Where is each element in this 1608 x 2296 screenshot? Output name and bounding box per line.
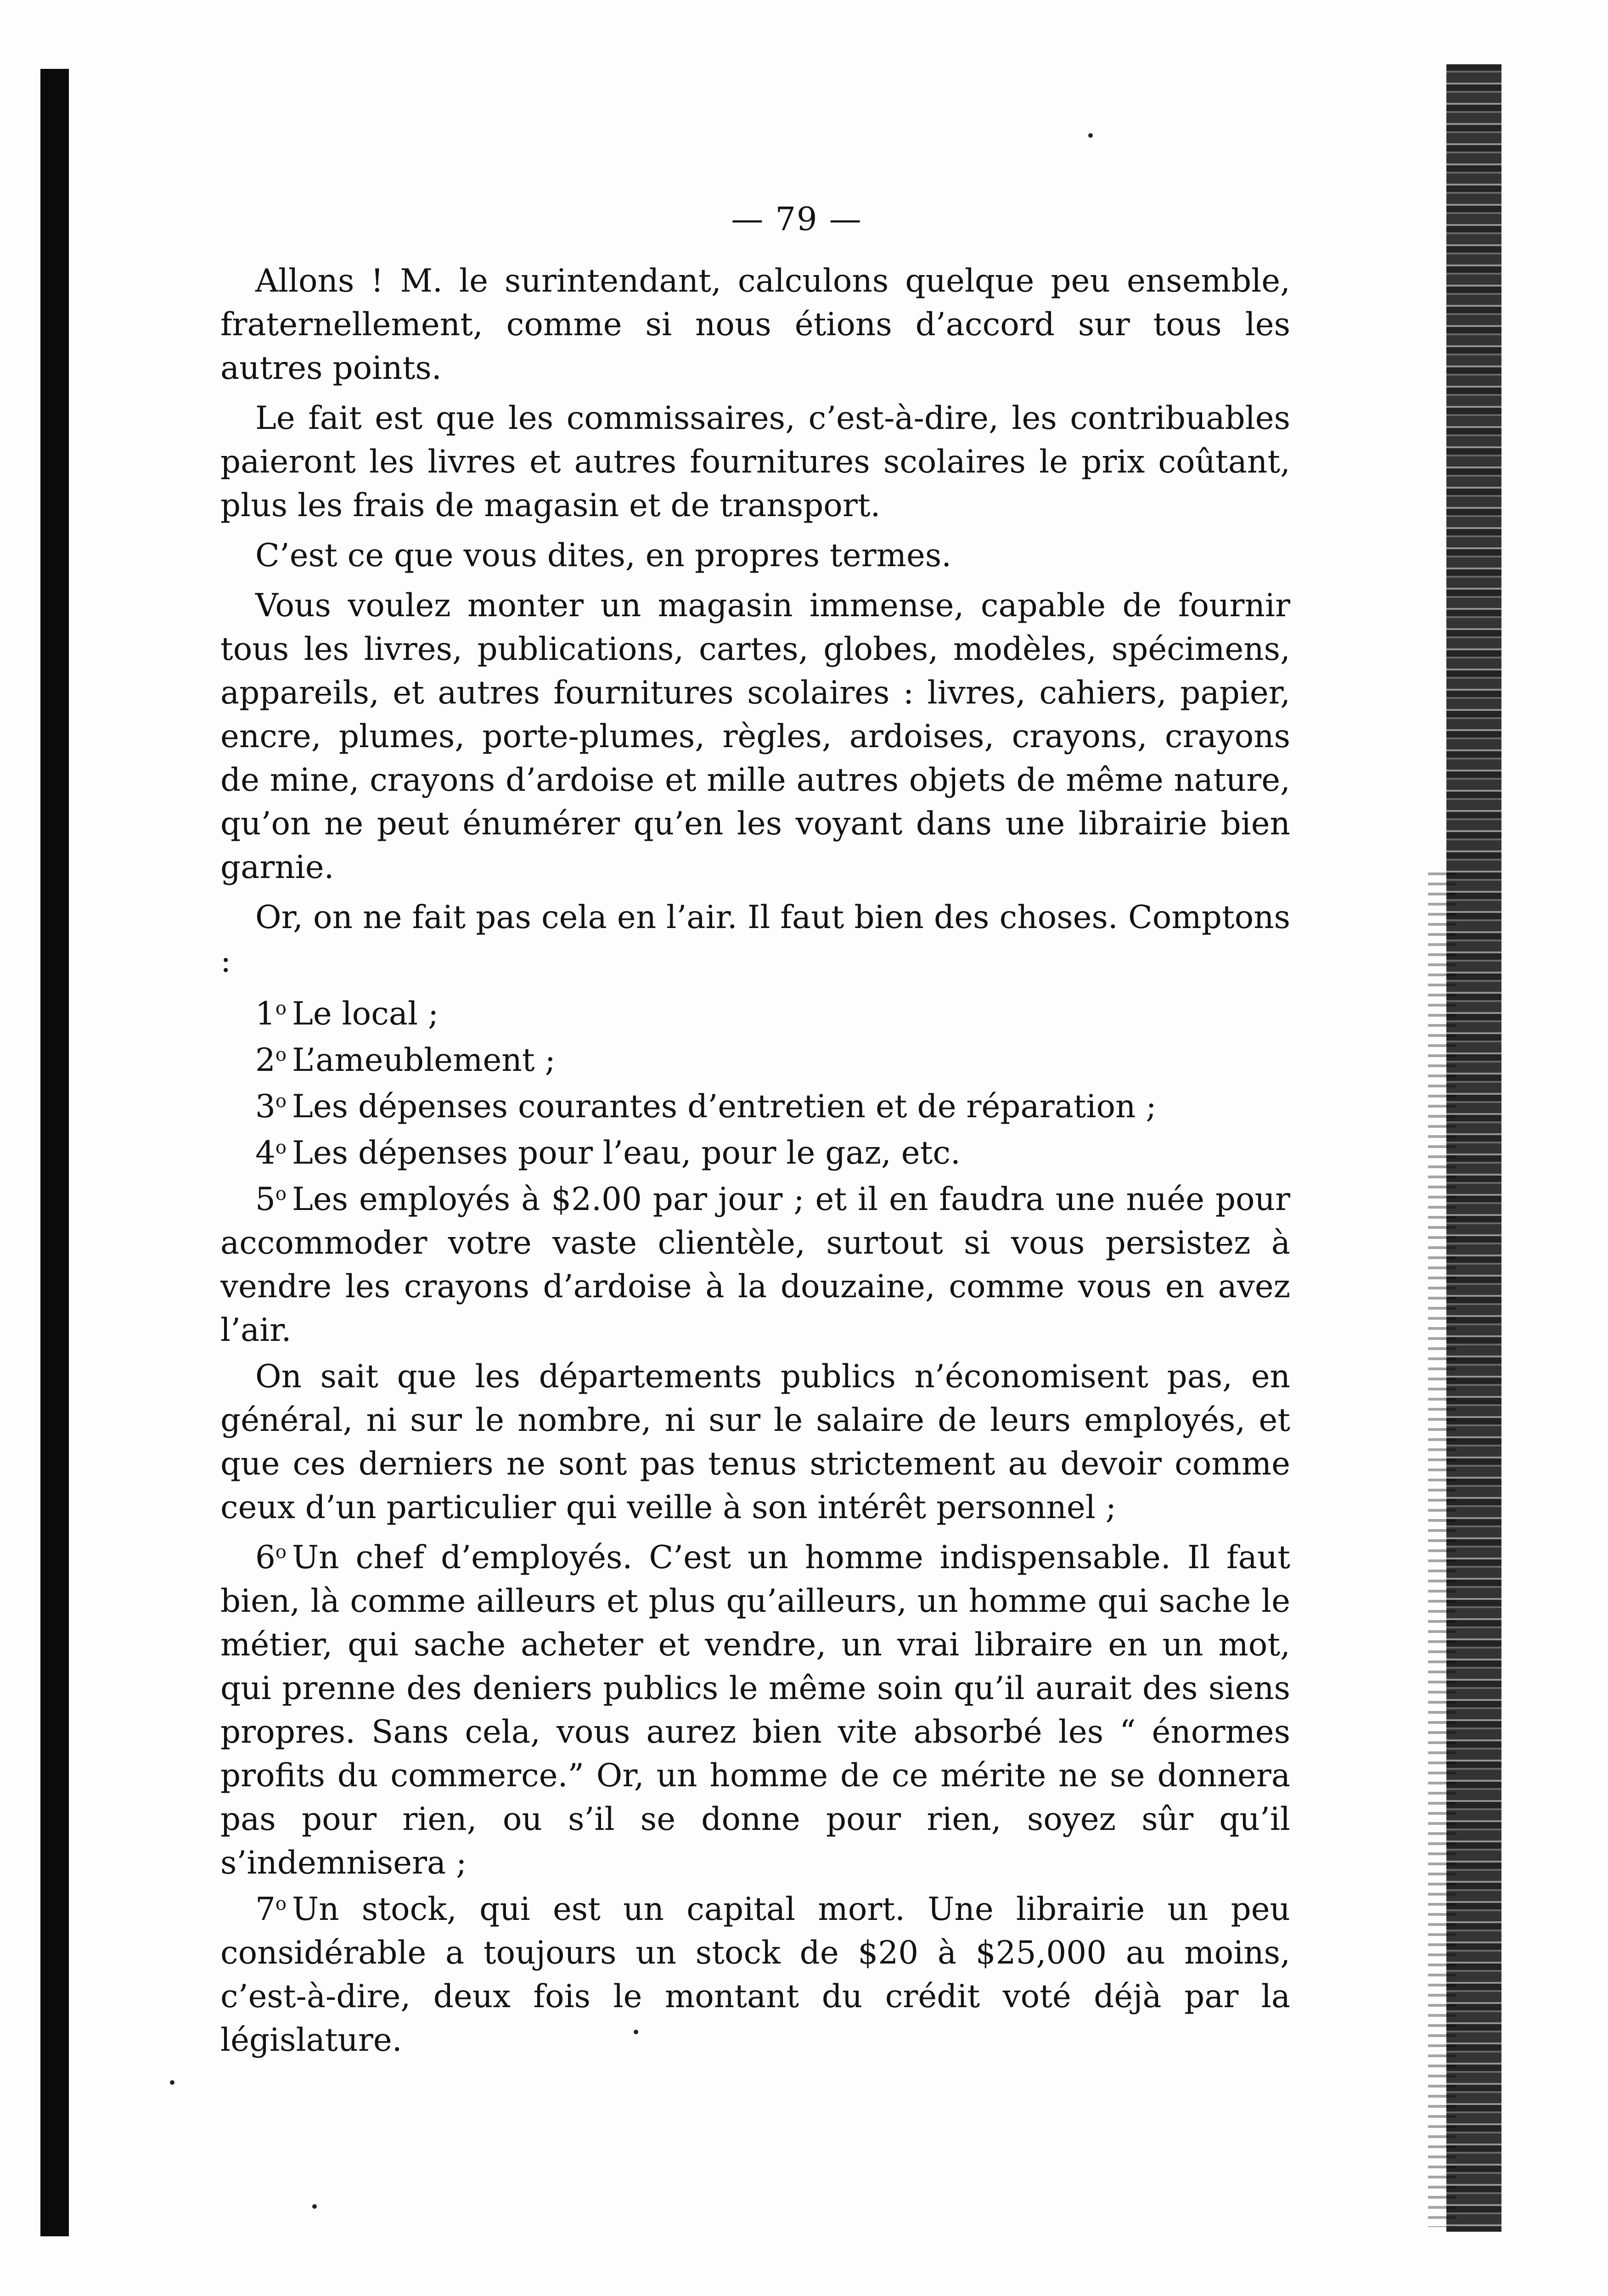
paragraph: Allons ! M. le surintendant, calculons quelque peu ensemble, fraternellement, comme si nous étions d’accord sur tous les autres points. xyxy=(220,263,1290,387)
list-item-text: Un stock, qui est un capital mort. Une librairie un peu considérable a toujours un stock de $20 à $25,000 au moins, c’est-à-dire, deux fois le montant du crédit voté déjà par la législature. xyxy=(220,1891,1290,2059)
list-item-text: L’ameublement ; xyxy=(292,1042,556,1079)
paragraph: Vous voulez monter un magasin immense, capable de fournir tous les livres, publications, cartes, globes, modèles, spécimens, appareils, et autres fournitures scolaires : livres, cahiers, papier, encre, plumes, porte-plumes, règles, ardoises, crayons, crayons de mine, crayons d’ardoise et mille autres objets de même nature, qu’on ne peut énumérer qu’en les voyant dans une librairie bien garnie. xyxy=(220,587,1290,886)
list-item xyxy=(220,1178,1290,1352)
list-item-number: 1 xyxy=(255,996,275,1032)
list-item-text: Les employés à $2.00 par jour ; et il en faudra une nuée pour accommoder votre vaste clientèle, surtout si vous persistez à vendre les crayons d’ardoise à la douzaine, comme vous en avez l’air. xyxy=(220,1181,1290,1349)
list-item-text: Le local ; xyxy=(292,996,439,1032)
binding-edge-left xyxy=(40,69,69,2236)
list-item xyxy=(220,1888,1290,2062)
list-item-number: 7 xyxy=(255,1891,275,1928)
ordinal-mark: o xyxy=(275,1091,287,1112)
paragraph: Or, on ne fait pas cela en l’air. Il faut bien des choses. Comptons : xyxy=(220,899,1290,979)
ordinal-mark: o xyxy=(275,1183,287,1204)
ink-speck xyxy=(1088,133,1093,138)
list-item xyxy=(220,992,1290,1036)
scan-edge-right-fade xyxy=(1428,872,1456,2227)
page-body xyxy=(220,197,1290,2065)
ink-speck xyxy=(170,2080,174,2085)
paragraph: On sait que les départements publics n’économisent pas, en général, ni sur le nombre, ni sur le salaire de leurs employés, et que ces derniers ne sont pas tenus strictement au devoir comme ceux d’un particulier qui veille à son intérêt personnel ; xyxy=(220,1358,1290,1526)
ordinal-mark: o xyxy=(275,1893,287,1914)
list-item-number: 4 xyxy=(255,1135,275,1171)
page-number: — 79 — xyxy=(731,200,862,238)
list-item xyxy=(220,1536,1290,1885)
paragraph: C’est ce que vous dites, en propres termes. xyxy=(255,537,952,574)
list-item xyxy=(220,1085,1290,1129)
list-item-text: Un chef d’employés. C’est un homme indispensable. Il faut bien, là comme ailleurs et plus qu’ailleurs, un homme qui sache le métier, qui sache acheter et vendre, un vrai libraire en un mot, qui prenne des deniers publics le même soin qu’il aurait des siens propres. Sans cela, vous aurez bien vite absorbé les “ énormes profits du commerce.” Or, un homme de ce mérite ne se donnera pas pour rien, ou s’il se donne pour rien, soyez sûr qu’il s’indemnisera ; xyxy=(220,1539,1290,1881)
list-item-number: 6 xyxy=(255,1539,275,1576)
ordinal-mark: o xyxy=(275,998,287,1019)
ordinal-mark: o xyxy=(275,1542,287,1563)
list-item-number: 3 xyxy=(255,1088,275,1125)
list-item-number: 5 xyxy=(255,1181,275,1218)
list-item-text: Les dépenses courantes d’entretien et de réparation ; xyxy=(292,1088,1157,1125)
list-item xyxy=(220,1131,1290,1175)
ordinal-mark: o xyxy=(275,1044,287,1065)
list-item xyxy=(220,1039,1290,1082)
ordinal-mark: o xyxy=(275,1137,287,1158)
list-item-number: 2 xyxy=(255,1042,275,1079)
paragraph: Le fait est que les commissaires, c’est-à-dire, les contribuables paieront les livres et autres fournitures scolaires le prix coûtant, plus les frais de magasin et de transport. xyxy=(220,400,1290,524)
list-item-text: Les dépenses pour l’eau, pour le gaz, etc. xyxy=(292,1135,961,1171)
ink-speck xyxy=(312,2204,317,2209)
